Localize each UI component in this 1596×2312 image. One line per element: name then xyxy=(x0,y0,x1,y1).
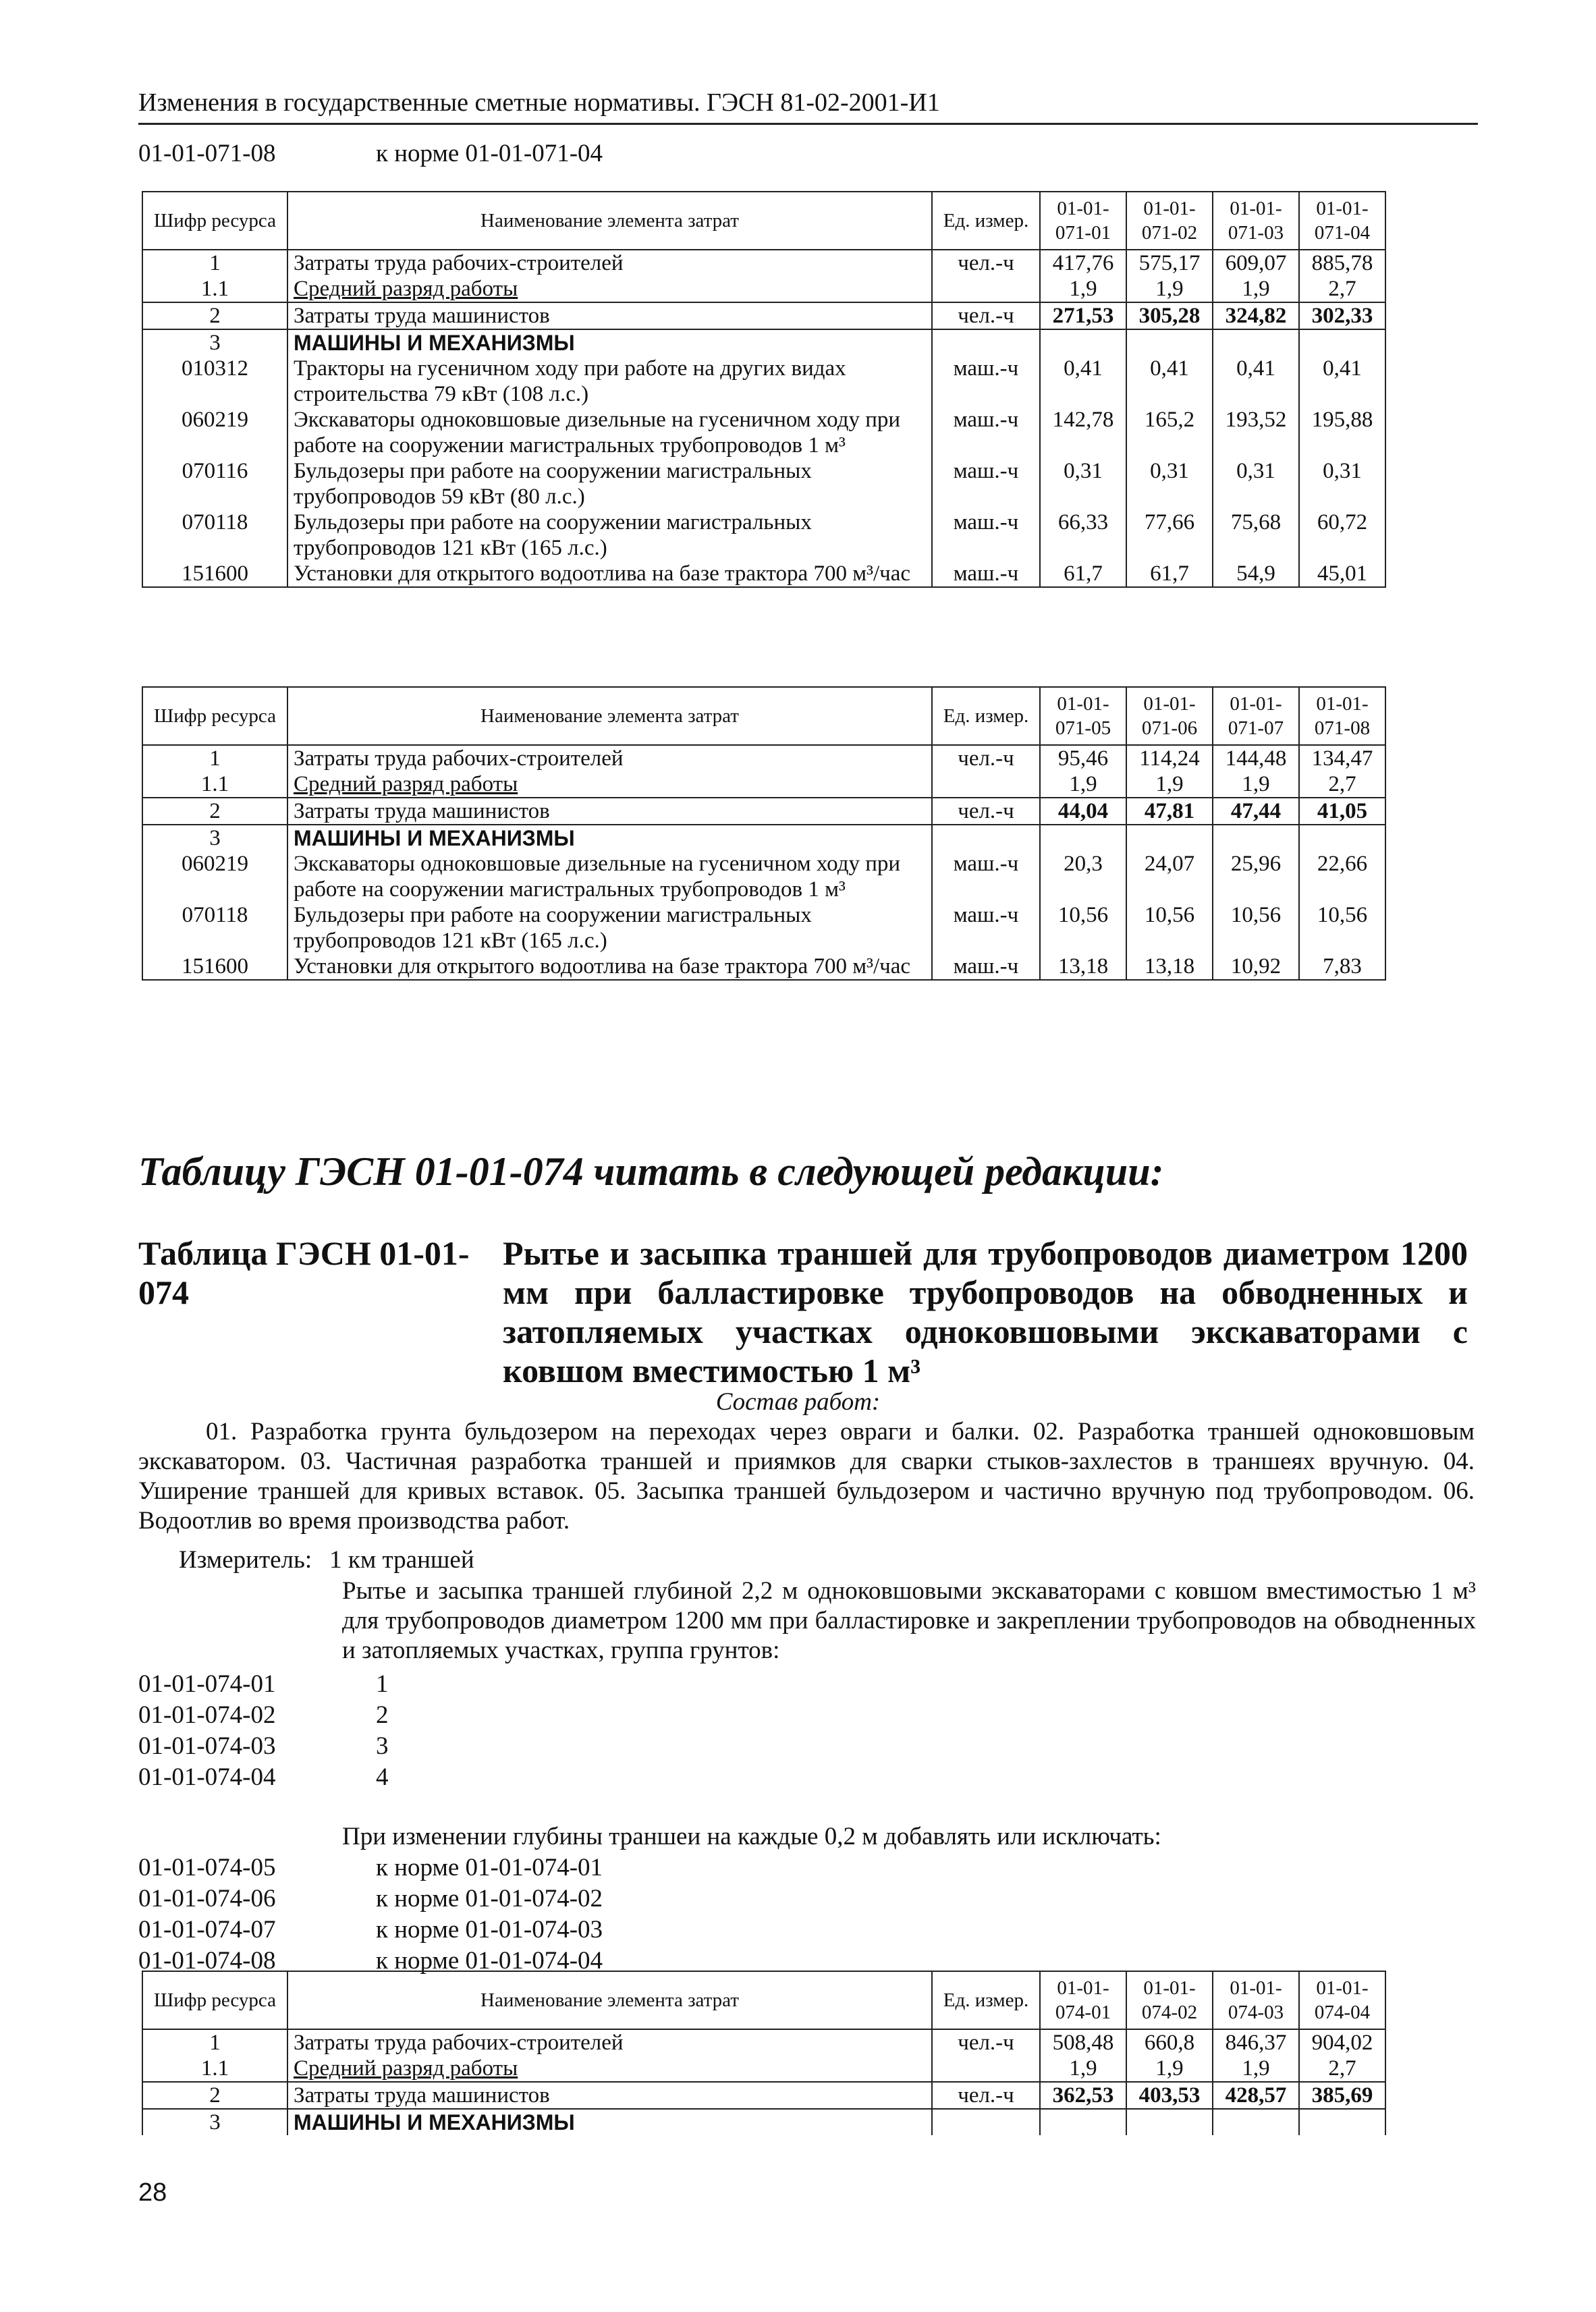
resource-name xyxy=(287,851,932,902)
resource-value: 2,7 xyxy=(1299,276,1385,302)
resource-table-1 xyxy=(142,191,1386,588)
resource-value: 47,44 xyxy=(1213,798,1299,825)
resource-name-text: Затраты труда машинистов xyxy=(294,304,550,328)
resource-value: 609,07 xyxy=(1213,250,1299,276)
resource-value: 142,78 xyxy=(1040,407,1126,458)
table-title-lead: Таблица ГЭСН 01-01-074 xyxy=(138,1234,470,1311)
resource-code: 1 xyxy=(142,250,287,276)
table-row xyxy=(142,851,1385,902)
table-row xyxy=(142,745,1385,771)
resource-value: 195,88 xyxy=(1299,407,1385,458)
norm-code: 01-01-074-05 xyxy=(138,1854,276,1881)
resource-value: 134,47 xyxy=(1299,745,1385,771)
resource-code: 1 xyxy=(142,2029,287,2056)
table-row xyxy=(142,407,1385,458)
resource-value: 61,7 xyxy=(1126,561,1213,587)
table-row xyxy=(142,458,1385,510)
table-header-row xyxy=(142,687,1385,745)
resource-unit: маш.-ч xyxy=(932,510,1040,561)
resource-value: 0,31 xyxy=(1040,458,1126,510)
norm-value: 1 xyxy=(376,1670,389,1698)
header-name: Наименование элемента затрат xyxy=(287,192,932,250)
running-header: Изменения в государственные сметные нормативы. ГЭСН 81-02-2001-И1 xyxy=(138,86,1478,125)
norm-code: 01-01-074-07 xyxy=(138,1916,276,1944)
resource-value: 44,04 xyxy=(1040,798,1126,825)
header-unit: Ед. измер. xyxy=(932,687,1040,745)
header-name: Наименование элемента затрат xyxy=(287,687,932,745)
header-name: Наименование элемента затрат xyxy=(287,1971,932,2029)
header-norm-col: 01-01- 074-02 xyxy=(1126,1971,1213,2029)
norm-value: 3 xyxy=(376,1732,389,1760)
resource-code: 151600 xyxy=(142,561,287,587)
resource-value: 47,81 xyxy=(1126,798,1213,825)
resource-value: 10,56 xyxy=(1126,902,1213,954)
header-norm-col: 01-01- 071-04 xyxy=(1299,192,1385,250)
resource-table-3 xyxy=(142,1971,1386,2135)
resource-value: 271,53 xyxy=(1040,302,1126,329)
resource-name-text: Затраты труда рабочих-строителей xyxy=(294,251,624,275)
resource-value: 66,33 xyxy=(1040,510,1126,561)
resource-name-text: Средний разряд работы xyxy=(294,2056,518,2081)
resource-value: 362,53 xyxy=(1040,2082,1126,2109)
page-number: 28 xyxy=(138,2178,167,2207)
resource-value: 0,41 xyxy=(1213,356,1299,407)
resource-name xyxy=(287,2029,932,2056)
resource-value xyxy=(1126,329,1213,356)
norm-code: 01-01-074-02 xyxy=(138,1701,276,1729)
header-norm-col: 01-01- 071-01 xyxy=(1040,192,1126,250)
table-row xyxy=(142,250,1385,276)
table-row xyxy=(142,2029,1385,2056)
header-norm-col: 01-01- 071-07 xyxy=(1213,687,1299,745)
table-header-row xyxy=(142,1971,1385,2029)
resource-unit: чел.-ч xyxy=(932,250,1040,276)
resource-unit: чел.-ч xyxy=(932,2082,1040,2109)
resource-code: 070116 xyxy=(142,458,287,510)
resource-value: 144,48 xyxy=(1213,745,1299,771)
resource-value: 428,57 xyxy=(1213,2082,1299,2109)
resource-name xyxy=(287,276,932,302)
table-row xyxy=(142,302,1385,329)
header-code: Шифр ресурса xyxy=(142,1971,287,2029)
resource-name xyxy=(287,302,932,329)
resource-name-text: Установки для открытого водоотлива на базе трактора 700 м³/час xyxy=(294,954,911,979)
resource-value: 193,52 xyxy=(1213,407,1299,458)
resource-name xyxy=(287,458,932,510)
resource-unit: маш.-ч xyxy=(932,356,1040,407)
table-title-text xyxy=(138,1234,1475,1390)
resource-code: 2 xyxy=(142,302,287,329)
resource-value: 13,18 xyxy=(1040,954,1126,980)
resource-code: 2 xyxy=(142,2082,287,2109)
header-code: Шифр ресурса xyxy=(142,192,287,250)
table-row xyxy=(142,825,1385,851)
resource-value: 1,9 xyxy=(1126,276,1213,302)
meter-line xyxy=(179,1545,474,1575)
resource-value xyxy=(1213,2109,1299,2135)
resource-value: 403,53 xyxy=(1126,2082,1213,2109)
header-norm-col: 01-01- 071-05 xyxy=(1040,687,1126,745)
norm-value: к норме 01-01-074-02 xyxy=(376,1885,603,1912)
table-row xyxy=(142,902,1385,954)
resource-name-text: МАШИНЫ И МЕХАНИЗМЫ xyxy=(294,331,575,355)
resource-name-text: Затраты труда рабочих-строителей xyxy=(294,746,624,771)
resource-unit: маш.-ч xyxy=(932,407,1040,458)
resource-value: 885,78 xyxy=(1299,250,1385,276)
resource-name xyxy=(287,329,932,356)
resource-code: 1.1 xyxy=(142,276,287,302)
table-row xyxy=(142,2056,1385,2082)
resource-value: 575,17 xyxy=(1126,250,1213,276)
table-row xyxy=(142,798,1385,825)
header-unit: Ед. измер. xyxy=(932,192,1040,250)
resource-value: 1,9 xyxy=(1126,771,1213,798)
resource-value xyxy=(1040,329,1126,356)
resource-value: 846,37 xyxy=(1213,2029,1299,2056)
section-heading: Таблицу ГЭСН 01-01-074 читать в следующей редакции: xyxy=(138,1149,1164,1194)
resource-code: 060219 xyxy=(142,407,287,458)
resource-value: 508,48 xyxy=(1040,2029,1126,2056)
norm-code: 01-01-074-03 xyxy=(138,1732,276,1760)
resource-value: 1,9 xyxy=(1040,2056,1126,2082)
resource-value: 1,9 xyxy=(1213,771,1299,798)
resource-value xyxy=(1299,2109,1385,2135)
resource-value: 0,41 xyxy=(1040,356,1126,407)
resource-value: 77,66 xyxy=(1126,510,1213,561)
table-row xyxy=(142,510,1385,561)
table-row xyxy=(142,329,1385,356)
norm-code: 01-01-074-04 xyxy=(138,1763,276,1791)
resource-unit: маш.-ч xyxy=(932,561,1040,587)
resource-value xyxy=(1040,2109,1126,2135)
norm-code: 01-01-074-06 xyxy=(138,1885,276,1912)
resource-value: 60,72 xyxy=(1299,510,1385,561)
norm-value: 2 xyxy=(376,1701,389,1729)
table-title-rest: Рытье и засыпка траншей для трубопроводов диаметром 1200 мм при балластировке трубопроводов на обводненных и затопляемых участках одноковшовыми экскаваторами с ковшом вместимостью 1 м³ xyxy=(503,1234,1468,1389)
resource-name xyxy=(287,771,932,798)
resource-code: 1.1 xyxy=(142,771,287,798)
table-row xyxy=(142,2082,1385,2109)
resource-name-text: Установки для открытого водоотлива на базе трактора 700 м³/час xyxy=(294,561,911,586)
resource-name-text: Бульдозеры при работе на сооружении магистральных трубопроводов 59 кВт (80 л.с.) xyxy=(294,459,812,509)
resource-value: 1,9 xyxy=(1040,276,1126,302)
resource-value: 95,46 xyxy=(1040,745,1126,771)
resource-value: 24,07 xyxy=(1126,851,1213,902)
meter-value: 1 км траншей xyxy=(329,1546,474,1574)
header-norm-col: 01-01- 074-01 xyxy=(1040,1971,1126,2029)
resource-value: 165,2 xyxy=(1126,407,1213,458)
resource-name xyxy=(287,356,932,407)
resource-name-text: Затраты труда рабочих-строителей xyxy=(294,2031,624,2055)
resource-unit xyxy=(932,771,1040,798)
resource-value: 75,68 xyxy=(1213,510,1299,561)
header-norm-col: 01-01- 071-02 xyxy=(1126,192,1213,250)
resource-value: 10,56 xyxy=(1040,902,1126,954)
resource-table-2 xyxy=(142,686,1386,981)
resource-code: 1.1 xyxy=(142,2056,287,2082)
resource-name-text: Средний разряд работы xyxy=(294,277,518,301)
resource-code: 1 xyxy=(142,745,287,771)
resource-name xyxy=(287,2109,932,2135)
resource-code: 070118 xyxy=(142,902,287,954)
resource-value: 0,31 xyxy=(1126,458,1213,510)
resource-value: 1,9 xyxy=(1040,771,1126,798)
work-description: Рытье и засыпка траншей глубиной 2,2 м одноковшовыми экскаваторами с ковшом вместимостью 1 м³ для трубопроводов диаметром 1200 мм при балластировке и закреплении трубопроводов на обводненных и затопляемых участках, группа грунтов: xyxy=(342,1577,1476,1664)
header-norm-col: 01-01- 074-03 xyxy=(1213,1971,1299,2029)
resource-value: 0,41 xyxy=(1126,356,1213,407)
resource-name xyxy=(287,798,932,825)
header-unit: Ед. измер. xyxy=(932,1971,1040,2029)
resource-value: 10,56 xyxy=(1213,902,1299,954)
table-row xyxy=(142,276,1385,302)
resource-name xyxy=(287,902,932,954)
resource-code: 3 xyxy=(142,825,287,851)
resource-name-text: Затраты труда машинистов xyxy=(294,2083,550,2108)
resource-name xyxy=(287,825,932,851)
resource-name-text: Экскаваторы одноковшовые дизельные на гусеничном ходу при работе на сооружении магистральных трубопроводов 1 м³ xyxy=(294,408,901,458)
resource-value: 417,76 xyxy=(1040,250,1126,276)
resource-value xyxy=(1126,2109,1213,2135)
resource-unit: чел.-ч xyxy=(932,2029,1040,2056)
resource-name xyxy=(287,407,932,458)
composition-title: Состав работ: xyxy=(715,1388,881,1416)
resource-name xyxy=(287,954,932,980)
resource-value: 10,56 xyxy=(1299,902,1385,954)
resource-value xyxy=(1213,825,1299,851)
table-row xyxy=(142,954,1385,980)
resource-name xyxy=(287,250,932,276)
resource-name-text: Тракторы на гусеничном ходу при работе на других видах строительства 79 кВт (108 л.с.) xyxy=(294,356,846,406)
resource-name xyxy=(287,2056,932,2082)
resource-value: 1,9 xyxy=(1213,276,1299,302)
resource-unit: маш.-ч xyxy=(932,458,1040,510)
header-code: Шифр ресурса xyxy=(142,687,287,745)
table-header-row xyxy=(142,192,1385,250)
table-row xyxy=(142,561,1385,587)
resource-name-text: Затраты труда машинистов xyxy=(294,799,550,823)
table-row xyxy=(142,356,1385,407)
resource-code: 010312 xyxy=(142,356,287,407)
resource-value: 13,18 xyxy=(1126,954,1213,980)
resource-value xyxy=(1213,329,1299,356)
resource-value xyxy=(1040,825,1126,851)
resource-value: 7,83 xyxy=(1299,954,1385,980)
resource-value: 0,31 xyxy=(1299,458,1385,510)
resource-value: 2,7 xyxy=(1299,771,1385,798)
composition-text: 01. Разработка грунта бульдозером на переходах через овраги и балки. 02. Разработка траншей одноковшовым экскаватором. 03. Частичная разработка траншей и приямков для сварки стыков-захлестов в траншеях вручную. 04. Уширение траншей для кривых вставок. 05. Засыпка траншей бульдозером и частично вручную под трубопроводом. 06. Водоотлив во время производства работ. xyxy=(138,1418,1475,1535)
resource-unit: чел.-ч xyxy=(932,798,1040,825)
resource-name xyxy=(287,2082,932,2109)
resource-value: 302,33 xyxy=(1299,302,1385,329)
resource-unit: маш.-ч xyxy=(932,902,1040,954)
table-row xyxy=(142,2109,1385,2135)
resource-code: 3 xyxy=(142,329,287,356)
resource-name xyxy=(287,561,932,587)
resource-name xyxy=(287,510,932,561)
resource-name xyxy=(287,745,932,771)
norm-code: 01-01-074-01 xyxy=(138,1670,276,1698)
norm-value: к норме 01-01-074-01 xyxy=(376,1854,603,1881)
resource-name-text: Бульдозеры при работе на сооружении магистральных трубопроводов 121 кВт (165 л.с.) xyxy=(294,510,812,560)
resource-value: 22,66 xyxy=(1299,851,1385,902)
resource-value: 10,92 xyxy=(1213,954,1299,980)
resource-unit: маш.-ч xyxy=(932,954,1040,980)
header-norm-col: 01-01- 071-03 xyxy=(1213,192,1299,250)
norm-code: 01-01-074-08 xyxy=(138,1947,276,1975)
table-row xyxy=(142,771,1385,798)
resource-value: 25,96 xyxy=(1213,851,1299,902)
norm-value: к норме 01-01-074-04 xyxy=(376,1947,603,1975)
resource-value: 305,28 xyxy=(1126,302,1213,329)
resource-value: 20,3 xyxy=(1040,851,1126,902)
resource-value: 324,82 xyxy=(1213,302,1299,329)
resource-value: 385,69 xyxy=(1299,2082,1385,2109)
resource-unit: маш.-ч xyxy=(932,851,1040,902)
resource-value: 0,41 xyxy=(1299,356,1385,407)
resource-value: 114,24 xyxy=(1126,745,1213,771)
resource-unit xyxy=(932,276,1040,302)
resource-value xyxy=(1299,825,1385,851)
resource-value xyxy=(1299,329,1385,356)
resource-code: 3 xyxy=(142,2109,287,2135)
resource-name-text: Бульдозеры при работе на сооружении магистральных трубопроводов 121 кВт (165 л.с.) xyxy=(294,903,812,953)
resource-value: 1,9 xyxy=(1126,2056,1213,2082)
norm-code: 01-01-071-08 xyxy=(138,140,276,167)
norm-ref: к норме 01-01-071-04 xyxy=(376,140,603,167)
norm-value: к норме 01-01-074-03 xyxy=(376,1916,603,1944)
resource-value: 54,9 xyxy=(1213,561,1299,587)
meter-label: Измеритель: xyxy=(179,1546,312,1574)
resource-value: 0,31 xyxy=(1213,458,1299,510)
header-norm-col: 01-01- 074-04 xyxy=(1299,1971,1385,2029)
resource-name-text: Средний разряд работы xyxy=(294,772,518,796)
resource-code: 2 xyxy=(142,798,287,825)
resource-value: 61,7 xyxy=(1040,561,1126,587)
resource-value: 45,01 xyxy=(1299,561,1385,587)
resource-value: 660,8 xyxy=(1126,2029,1213,2056)
header-norm-col: 01-01- 071-08 xyxy=(1299,687,1385,745)
resource-value: 41,05 xyxy=(1299,798,1385,825)
resource-value: 2,7 xyxy=(1299,2056,1385,2082)
table-title xyxy=(138,1234,1475,1390)
resource-value xyxy=(1126,825,1213,851)
resource-code: 151600 xyxy=(142,954,287,980)
resource-name-text: Экскаваторы одноковшовые дизельные на гусеничном ходу при работе на сооружении магистральных трубопроводов 1 м³ xyxy=(294,852,901,902)
resource-unit xyxy=(932,2056,1040,2082)
resource-name-text: МАШИНЫ И МЕХАНИЗМЫ xyxy=(294,2110,575,2135)
resource-unit: чел.-ч xyxy=(932,745,1040,771)
resource-unit xyxy=(932,2109,1040,2135)
resource-name-text: МАШИНЫ И МЕХАНИЗМЫ xyxy=(294,826,575,850)
resource-unit xyxy=(932,825,1040,851)
resource-code: 070118 xyxy=(142,510,287,561)
resource-code: 060219 xyxy=(142,851,287,902)
depth-note: При изменении глубины траншеи на каждые 0,2 м добавлять или исключать: xyxy=(342,1823,1161,1850)
resource-unit xyxy=(932,329,1040,356)
resource-value: 904,02 xyxy=(1299,2029,1385,2056)
resource-unit: чел.-ч xyxy=(932,302,1040,329)
header-norm-col: 01-01- 071-06 xyxy=(1126,687,1213,745)
resource-value: 1,9 xyxy=(1213,2056,1299,2082)
norm-value: 4 xyxy=(376,1763,389,1791)
